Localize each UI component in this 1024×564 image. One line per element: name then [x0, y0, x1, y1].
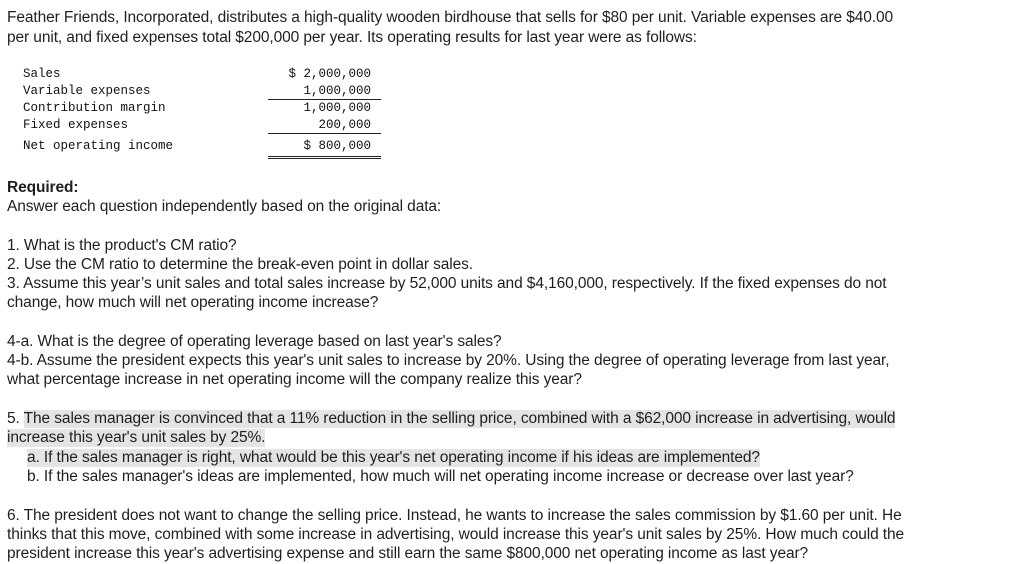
question-5-number: 5. [7, 410, 24, 427]
question-5b: b. If the sales manager's ideas are implemented, how much will net operating income increase or decrease over last year? [27, 468, 854, 485]
statement-value: $ 800,000 [303, 139, 371, 153]
statement-double-rule-bottom [268, 158, 381, 159]
statement-label: Fixed expenses [23, 118, 129, 132]
question-3-line-2: change, how much will net operating income increase? [7, 294, 379, 311]
intro-line-1: Feather Friends, Incorporated, distributes a high-quality wooden birdhouse that sells for $80 per unit. Variable expenses are $40.00 [7, 9, 894, 26]
question-5-line-1 [7, 409, 895, 428]
question-5-line-2 [7, 428, 265, 447]
statement-value: 1,000,000 [303, 84, 371, 98]
question-6-line-3: president increase this year's advertising expense and still earn the same $800,000 net operating income as last year? [7, 545, 809, 562]
question-5a [27, 448, 760, 467]
question-5a-highlighted-text: a. If the sales manager is right, what would be this year's net operating income if his ideas are implemented? [27, 449, 760, 466]
question-6-line-1: 6. The president does not want to change the selling price. Instead, he wants to increase the sales commission by $1.60 per unit. He [7, 507, 902, 524]
statement-label: Sales [23, 67, 61, 81]
statement-row-contribution-margin [23, 101, 383, 117]
question-4b-line-2: what percentage increase in net operating income will the company realize this year? [7, 371, 582, 388]
question-5-highlighted-text: increase this year's unit sales by 25%. [7, 429, 266, 446]
statement-label: Variable expenses [23, 84, 151, 98]
statement-row-variable-expenses [23, 84, 383, 100]
statement-row-sales [23, 67, 383, 83]
question-5-highlighted-text: The sales manager is convinced that a 11% reduction in the selling price, combined with a $62,000 increase in advertising, would [23, 410, 896, 427]
required-instruction: Answer each question independently based on the original data: [7, 198, 442, 215]
question-4a: 4-a. What is the degree of operating leverage based on last year's sales? [7, 333, 502, 350]
statement-row-net-operating-income [23, 139, 383, 155]
statement-double-rule-top [268, 156, 381, 157]
question-4b-line-1: 4-b. Assume the president expects this year's unit sales to increase by 20%. Using the degree of operating leverage from last year, [7, 352, 890, 369]
intro-line-2: per unit, and fixed expenses total $200,000 per year. Its operating results for last year were as follows: [7, 29, 697, 46]
statement-value: $ 2,000,000 [288, 67, 371, 81]
statement-value: 200,000 [318, 118, 371, 132]
question-6-line-2: thinks that this move, combined with some increase in advertising, would increase this year's unit sales by 25%. How much could the [7, 526, 905, 543]
statement-rule [268, 133, 381, 134]
question-2: 2. Use the CM ratio to determine the break-even point in dollar sales. [7, 256, 473, 273]
statement-row-fixed-expenses [23, 118, 383, 134]
statement-label: Contribution margin [23, 101, 166, 115]
statement-value: 1,000,000 [303, 101, 371, 115]
question-1: 1. What is the product's CM ratio? [7, 237, 237, 254]
question-3-line-1: 3. Assume this year’s unit sales and total sales increase by 52,000 units and $4,160,000, respectively. If the fixed expenses do not [7, 275, 887, 292]
statement-label: Net operating income [23, 139, 174, 153]
required-heading: Required: [7, 179, 79, 196]
statement-rule [268, 99, 381, 100]
